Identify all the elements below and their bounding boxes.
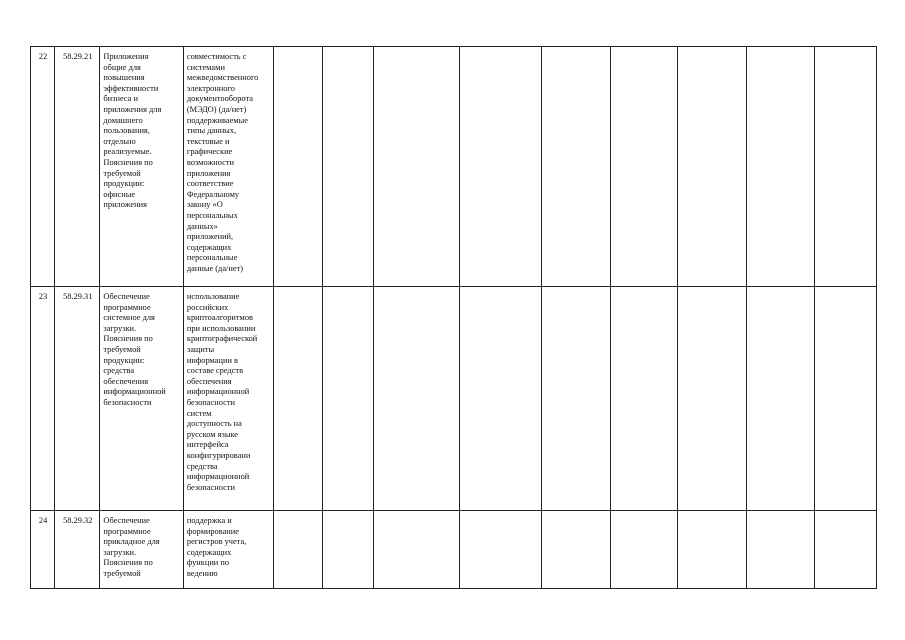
characteristic-line: функции по — [186, 558, 230, 568]
product-name-line: Пояснения по — [103, 157, 153, 167]
characteristic-line: интерфейса — [186, 440, 229, 450]
characteristic-line: межведомственного — [186, 73, 259, 83]
empty-cell — [677, 47, 746, 287]
characteristic-line: возможности — [186, 157, 234, 167]
characteristic-line: доступность на — [186, 419, 242, 429]
empty-cell — [814, 511, 876, 589]
empty-cell — [459, 47, 541, 287]
characteristic-line: закону «О — [186, 200, 223, 210]
characteristic-line: содержащих — [186, 242, 232, 252]
product-name-line: пользования, — [103, 126, 150, 136]
empty-cell — [814, 287, 876, 511]
empty-cell — [274, 511, 322, 589]
empty-cell — [322, 287, 373, 511]
characteristic-line: использование — [186, 292, 240, 301]
product-name-line: бизнеса и — [103, 94, 138, 104]
product-name-line: программное — [103, 526, 151, 536]
characteristic-line: данные (да/нет) — [186, 263, 244, 273]
characteristic-line: информационной — [186, 387, 250, 397]
empty-cell — [611, 47, 677, 287]
characteristic-line: системами — [186, 62, 225, 72]
product-name-line: требуемой — [103, 568, 141, 578]
empty-cell — [541, 287, 610, 511]
empty-cell — [374, 287, 460, 511]
product-name-line: безопасности — [103, 397, 152, 407]
characteristic-line: документооборота — [186, 94, 253, 104]
characteristic-line: текстовые и — [186, 136, 230, 146]
characteristic-line: (МЭДО) (да/нет) — [186, 104, 247, 114]
characteristic-line: приложения — [186, 168, 231, 178]
empty-cell — [747, 287, 814, 511]
characteristic-line: конфигурировани — [186, 450, 251, 460]
product-name-line: Пояснения по — [103, 558, 153, 568]
empty-cell — [322, 47, 373, 287]
product-name-line: системное для — [103, 313, 155, 323]
product-name-line: средства — [103, 366, 135, 376]
empty-cell — [459, 287, 541, 511]
characteristic-line: информационной — [186, 472, 250, 482]
product-name-line: приложения для — [103, 104, 162, 114]
empty-cell — [814, 47, 876, 287]
characteristic-line: защиты — [186, 344, 215, 354]
characteristic-line: безопасности — [186, 397, 235, 407]
characteristic-line: соответствие — [186, 179, 234, 189]
empty-cell — [611, 511, 677, 589]
empty-cell — [374, 47, 460, 287]
characteristic-line: Федеральному — [186, 189, 240, 199]
product-name-line: офисные — [103, 189, 136, 199]
characteristic-line: составе средств — [186, 366, 244, 376]
product-name-line: обеспечения — [103, 376, 149, 386]
characteristic-line: формирование — [186, 526, 239, 536]
row-number-cell: 23 — [31, 287, 55, 511]
characteristic-line: типы данных, — [186, 126, 237, 136]
characteristic-line: систем — [186, 408, 212, 418]
characteristic-line: криптоалгоритмов — [186, 313, 254, 323]
characteristic-line: персональные — [186, 253, 238, 263]
product-name-line: программное — [103, 302, 151, 312]
table-row — [31, 47, 877, 287]
characteristic-cell — [183, 47, 274, 287]
product-name-line: требуемой — [103, 168, 141, 178]
characteristic-line: приложений, — [186, 232, 234, 242]
table-row — [31, 511, 877, 589]
product-name-line: продукции: — [103, 355, 145, 365]
product-name-line: отдельно — [103, 136, 136, 146]
row-number-cell: 22 — [31, 47, 55, 287]
row-number-cell: 24 — [31, 511, 55, 589]
empty-cell — [747, 47, 814, 287]
product-name-cell — [100, 511, 183, 589]
characteristic-line: безопасности — [186, 482, 235, 492]
characteristic-line: средства — [186, 461, 218, 471]
product-name-line: Приложения — [103, 52, 149, 61]
product-name-cell — [100, 47, 183, 287]
okpd-code-cell: 58.29.32 — [55, 511, 100, 589]
product-name-line: информационной — [103, 387, 166, 397]
product-name-line: приложения — [103, 200, 147, 210]
product-name-line: продукции: — [103, 179, 145, 189]
empty-cell — [374, 511, 460, 589]
product-name-line: эффективности — [103, 83, 159, 93]
product-name-line: загрузки. — [103, 547, 137, 557]
empty-cell — [274, 47, 322, 287]
characteristic-line: графические — [186, 147, 233, 157]
empty-cell — [677, 511, 746, 589]
characteristic-line: ведению — [186, 568, 218, 578]
characteristic-line: совместимость с — [186, 52, 247, 61]
product-name-line: повышения — [103, 73, 145, 83]
empty-cell — [541, 47, 610, 287]
empty-cell — [611, 287, 677, 511]
empty-cell — [322, 511, 373, 589]
characteristic-line: персональных — [186, 210, 238, 220]
characteristic-line: российских — [186, 302, 229, 312]
product-name-line: требуемой — [103, 344, 141, 354]
product-name-line: Обеспечение — [103, 516, 150, 525]
characteristic-line: русском языке — [186, 429, 239, 439]
okpd-code-cell: 58.29.31 — [55, 287, 100, 511]
empty-cell — [541, 511, 610, 589]
characteristic-line: поддерживаемые — [186, 115, 248, 125]
characteristic-line: поддержка и — [186, 516, 232, 525]
empty-cell — [677, 287, 746, 511]
product-name-line: реализуемые. — [103, 147, 152, 157]
characteristic-line: электронного — [186, 83, 235, 93]
okpd-code-cell: 58.29.21 — [55, 47, 100, 287]
characteristic-line: информации в — [186, 355, 238, 365]
procurement-table — [30, 46, 877, 589]
characteristic-line: при использовании — [186, 323, 256, 333]
table-row — [31, 287, 877, 511]
product-name-line: загрузки. — [103, 323, 137, 333]
product-name-line: общие для — [103, 62, 141, 72]
characteristic-line: содержащих — [186, 547, 232, 557]
product-name-line: домашнего — [103, 115, 143, 125]
characteristic-cell — [183, 511, 274, 589]
empty-cell — [274, 287, 322, 511]
characteristic-cell — [183, 287, 274, 511]
product-name-line: Пояснения по — [103, 334, 153, 344]
empty-cell — [747, 511, 814, 589]
product-name-cell — [100, 287, 183, 511]
characteristic-line: регистров учета, — [186, 537, 247, 547]
characteristic-line: обеспечения — [186, 376, 232, 386]
characteristic-line: криптографической — [186, 334, 258, 344]
product-name-line: прикладное для — [103, 537, 160, 547]
characteristic-line: данных» — [186, 221, 218, 231]
product-name-line: Обеспечение — [103, 292, 150, 301]
empty-cell — [459, 511, 541, 589]
